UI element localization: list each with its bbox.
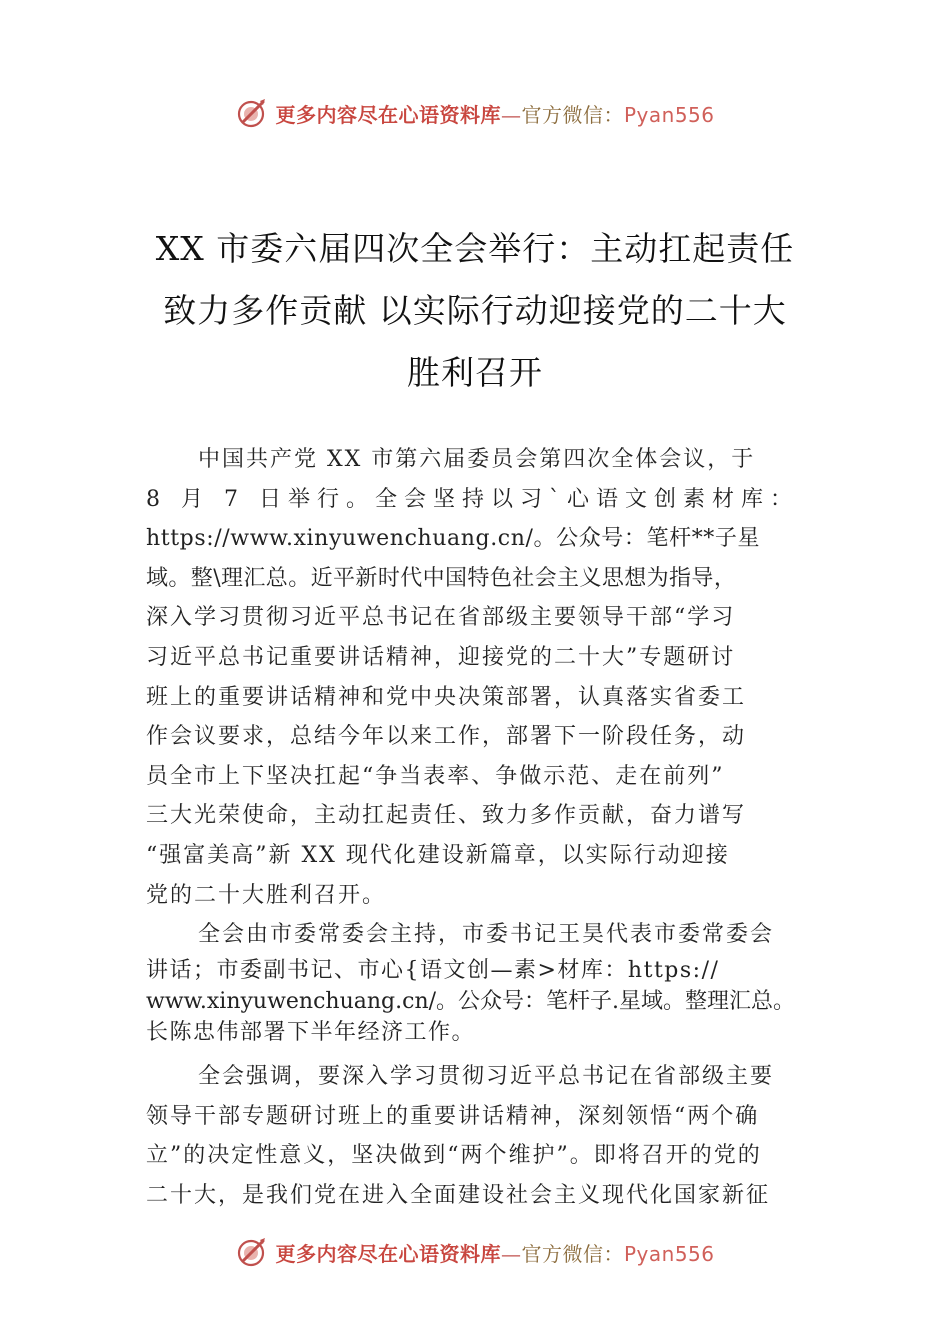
banner-dash: — [500,1241,522,1266]
text-line: 立”的决定性意义，坚决做到“两个维护”。即将召开的党的 [146,1143,762,1169]
text-line: 全会强调，要深入学习贯彻习近平总书记在省部级主要 [198,1064,775,1089]
banner-label: 官方微信： [521,102,624,127]
text-line: 员全市上下坚决扛起“争当表率、争做示范、走在前列” [146,763,725,789]
text-line: “强富美高”新 XX 现代化建设新篇章，以实际行动迎接 [146,842,730,868]
text-line: https://www.xinyuwenchuang.cn/。公众号：笔杆**子星 [146,526,761,552]
text-line: 作会议要求，总结今年以来工作，部署下一阶段任务，动 [146,724,747,750]
document-title [120,218,830,404]
text-line: 域。整\理汇总。近平新时代中国特色社会主义思想为指导， [146,565,737,591]
banner-lead: 更多内容尽在心语资料库 [275,1241,501,1266]
title-line-3: 胜利召开 [407,353,543,392]
header-banner [0,93,950,133]
text-line: 长陈忠伟部署下半年经济工作。 [146,1019,476,1045]
banner-handle: Pyan556 [623,1241,715,1266]
banner-dash: — [500,102,522,127]
text-line: 班上的重要讲话精神和党中央决策部署，认真落实省委工 [146,684,747,710]
text-line: 领导干部专题研讨班上的重要讲话精神，深刻领悟“两个确 [146,1103,760,1129]
text-line: 党的二十大胜利召开。 [146,882,387,908]
title-line-1: XX 市委六届四次全会举行：主动扛起责任 [155,229,795,268]
banner-text [275,99,714,128]
text-line: 中国共产党 XX 市第六届委员会第四次全体会议，于 [198,447,756,472]
text-line: www.xinyuwenchuang.cn/。公众号：笔杆子.星域。整理汇总。 [146,988,796,1014]
text-line: 8 月 7 日举行。全会坚持以习`心语文创素材库： [146,486,799,512]
title-line-2: 致力多作贡献 以实际行动迎接党的二十大 [163,291,787,330]
paragraph-2 [146,915,826,1048]
banner-handle: Pyan556 [623,102,715,127]
text-line: 深入学习贯彻习近平总书记在省部级主要领导干部“学习 [146,605,736,631]
text-line: 全会由市委常委会主持，市委书记王昊代表市委常委会 [198,922,775,947]
banner-text [275,1238,714,1267]
text-line: 三大光荣使命，主动扛起责任、致力多作贡献，奋力谱写 [146,803,747,829]
paragraph-1 [146,440,826,915]
paragraph-3 [146,1057,826,1215]
text-line: 习近平总书记重要讲话精神，迎接党的二十大”专题研讨 [146,644,736,670]
footer-banner [0,1232,950,1272]
banner-lead: 更多内容尽在心语资料库 [275,102,501,127]
banner-label: 官方微信： [521,1241,624,1266]
pen-logo-icon [235,1235,269,1269]
pen-logo-icon [235,96,269,130]
text-line: 二十大，是我们党在进入全面建设社会主义现代化国家新征 [146,1182,771,1208]
text-line: 讲话；市委副书记、市心{语文创—素>材库：https:// [146,957,720,983]
